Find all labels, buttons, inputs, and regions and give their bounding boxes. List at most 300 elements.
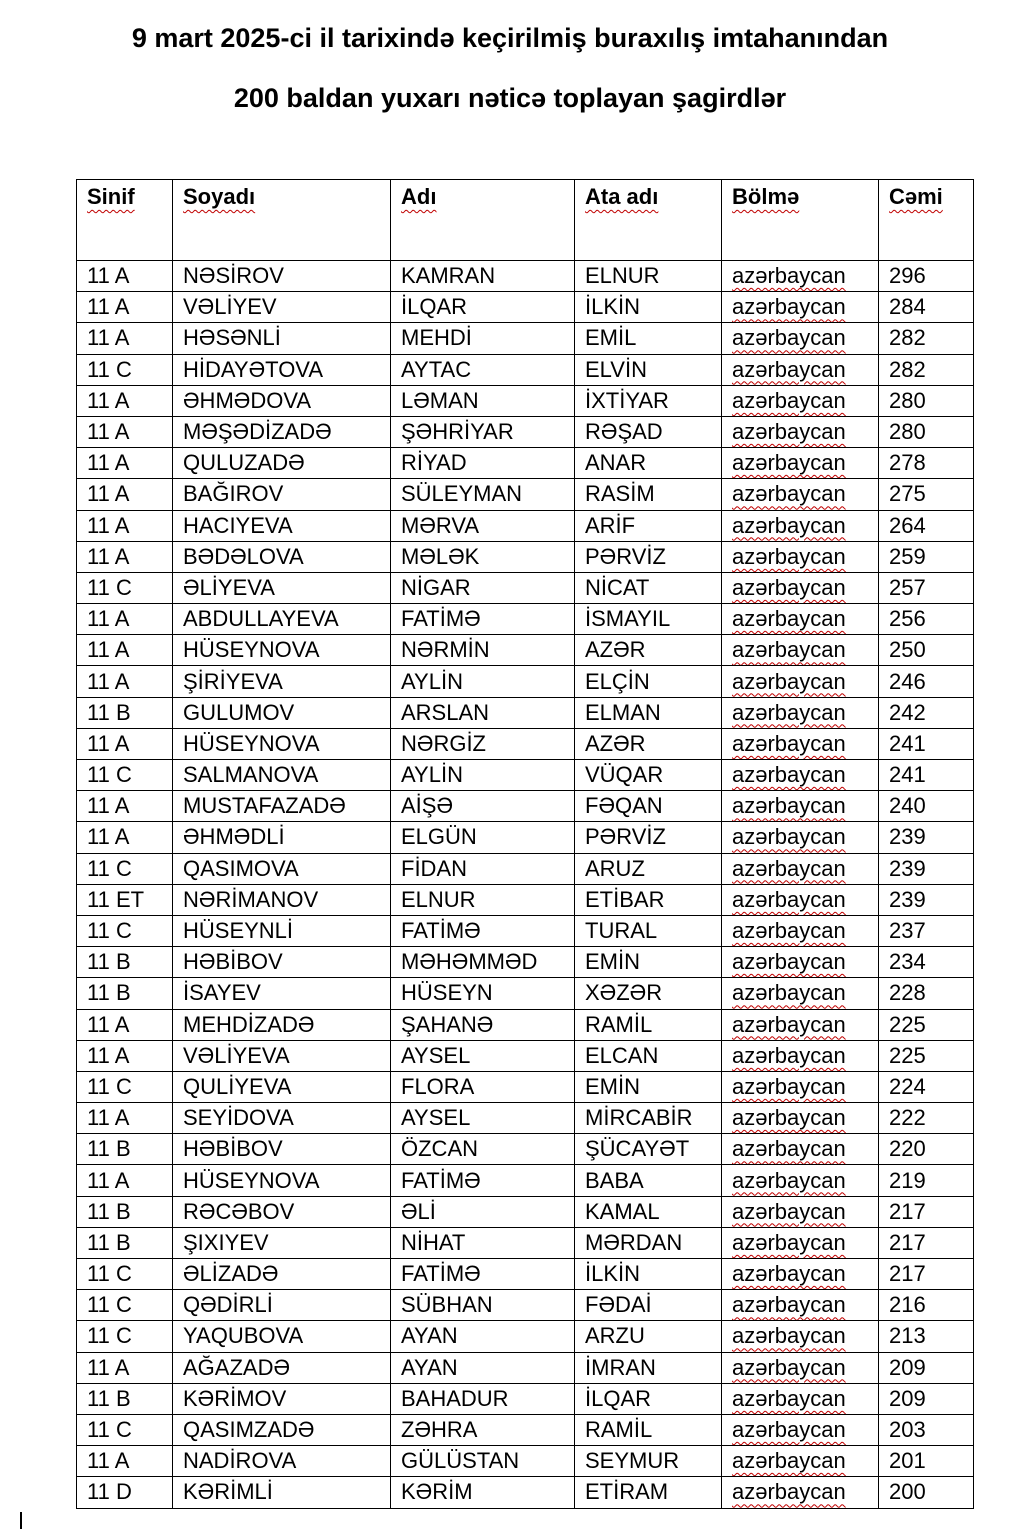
cell-ata-adi: EMİN xyxy=(575,1071,722,1102)
cell-cemi: 239 xyxy=(879,853,974,884)
cell-soyadi: AĞAZADƏ xyxy=(173,1352,391,1383)
cell-cemi: 209 xyxy=(879,1352,974,1383)
cell-cemi: 200 xyxy=(879,1477,974,1508)
cell-ata-adi: BABA xyxy=(575,1165,722,1196)
cell-soyadi: MƏŞƏDİZADƏ xyxy=(173,416,391,447)
bolme-value: azərbaycan xyxy=(732,481,846,507)
cell-sinif: 11 C xyxy=(77,1321,173,1352)
cell-soyadi: BƏDƏLOVA xyxy=(173,541,391,572)
bolme-value: azərbaycan xyxy=(732,699,846,725)
document-title-line-1: 9 mart 2025-ci il tarixində keçirilmiş buraxılış imtahanından xyxy=(131,23,889,53)
cell-cemi: 240 xyxy=(879,791,974,822)
cell-soyadi: KƏRİMOV xyxy=(173,1383,391,1414)
cell-sinif: 11 A xyxy=(77,479,173,510)
cell-soyadi: SEYİDOVA xyxy=(173,1103,391,1134)
table-row xyxy=(77,978,974,1009)
table-row xyxy=(77,354,974,385)
table-row xyxy=(77,510,974,541)
cell-ata-adi: VÜQAR xyxy=(575,760,722,791)
cell-adi: ELGÜN xyxy=(391,822,575,853)
cell-bolme xyxy=(722,697,879,728)
cell-ata-adi: PƏRVİZ xyxy=(575,541,722,572)
header-cemi xyxy=(879,180,974,261)
cell-ata-adi: FƏQAN xyxy=(575,791,722,822)
cell-ata-adi: RAMİL xyxy=(575,1009,722,1040)
bolme-value: azərbaycan xyxy=(732,356,846,382)
cell-adi: SÜLEYMAN xyxy=(391,479,575,510)
table-row xyxy=(77,1040,974,1071)
cell-soyadi: HÜSEYNOVA xyxy=(173,728,391,759)
table-row xyxy=(77,760,974,791)
document-title-line-2: 200 baldan yuxarı nəticə toplayan şagirdlər xyxy=(233,83,787,113)
table-row xyxy=(77,1414,974,1445)
cell-sinif: 11 A xyxy=(77,1165,173,1196)
bolme-value: azərbaycan xyxy=(732,886,846,912)
cell-soyadi: ABDULLAYEVA xyxy=(173,604,391,635)
cell-bolme xyxy=(722,354,879,385)
table-row xyxy=(77,822,974,853)
cell-sinif: 11 C xyxy=(77,915,173,946)
cell-ata-adi: ETİBAR xyxy=(575,884,722,915)
cell-adi: HÜSEYN xyxy=(391,978,575,1009)
table-row xyxy=(77,728,974,759)
table-row xyxy=(77,1227,974,1258)
bolme-value: azərbaycan xyxy=(732,949,846,975)
header-label: Soyadı xyxy=(183,184,256,209)
cell-adi: ŞAHANƏ xyxy=(391,1009,575,1040)
cell-cemi: 219 xyxy=(879,1165,974,1196)
bolme-value: azərbaycan xyxy=(732,1011,846,1037)
cell-bolme xyxy=(722,915,879,946)
cell-adi: MƏRVA xyxy=(391,510,575,541)
bolme-value: azərbaycan xyxy=(732,263,846,289)
header-label: Adı xyxy=(401,184,437,209)
cell-sinif: 11 A xyxy=(77,728,173,759)
table-row xyxy=(77,1352,974,1383)
cell-bolme xyxy=(722,510,879,541)
cell-ata-adi: ŞÜCAYƏT xyxy=(575,1134,722,1165)
cell-adi: AYAN xyxy=(391,1321,575,1352)
cell-soyadi: MUSTAFAZADƏ xyxy=(173,791,391,822)
header-label: Bölmə xyxy=(732,184,800,209)
cell-adi: ARSLAN xyxy=(391,697,575,728)
cell-cemi: 216 xyxy=(879,1290,974,1321)
cell-soyadi: SALMANOVA xyxy=(173,760,391,791)
cell-ata-adi: FƏDAİ xyxy=(575,1290,722,1321)
cell-soyadi: GULUMOV xyxy=(173,697,391,728)
cell-soyadi: ŞIXIYEV xyxy=(173,1227,391,1258)
cell-sinif: 11 B xyxy=(77,1134,173,1165)
cell-adi: RİYAD xyxy=(391,448,575,479)
header-sinif xyxy=(77,180,173,261)
cell-sinif: 11 C xyxy=(77,354,173,385)
cell-adi: FATİMƏ xyxy=(391,1259,575,1290)
cell-bolme xyxy=(722,292,879,323)
cell-adi: NƏRMİN xyxy=(391,635,575,666)
cell-adi: NİGAR xyxy=(391,572,575,603)
cell-adi: MEHDİ xyxy=(391,323,575,354)
cell-sinif: 11 A xyxy=(77,448,173,479)
table-row xyxy=(77,1321,974,1352)
cell-soyadi: QASIMZADƏ xyxy=(173,1414,391,1445)
cell-cemi: 234 xyxy=(879,947,974,978)
cell-bolme xyxy=(722,1321,879,1352)
cell-bolme xyxy=(722,1071,879,1102)
cell-soyadi: RƏCƏBOV xyxy=(173,1196,391,1227)
cell-cemi: 222 xyxy=(879,1103,974,1134)
cell-ata-adi: MƏRDAN xyxy=(575,1227,722,1258)
bolme-value: azərbaycan xyxy=(732,1136,846,1162)
cell-adi: ZƏHRA xyxy=(391,1414,575,1445)
table-row xyxy=(77,791,974,822)
cell-adi: AYSEL xyxy=(391,1040,575,1071)
cell-ata-adi: ARİF xyxy=(575,510,722,541)
cell-adi: AİŞƏ xyxy=(391,791,575,822)
cell-bolme xyxy=(722,1196,879,1227)
cell-cemi: 213 xyxy=(879,1321,974,1352)
cell-adi: ŞƏHRİYAR xyxy=(391,416,575,447)
cell-sinif: 11 C xyxy=(77,1071,173,1102)
cell-cemi: 209 xyxy=(879,1383,974,1414)
cell-sinif: 11 C xyxy=(77,853,173,884)
cell-cemi: 241 xyxy=(879,728,974,759)
cell-cemi: 282 xyxy=(879,323,974,354)
table-row xyxy=(77,261,974,292)
cell-ata-adi: AZƏR xyxy=(575,728,722,759)
cell-bolme xyxy=(722,978,879,1009)
cell-soyadi: ŞİRİYEVA xyxy=(173,666,391,697)
cell-soyadi: NƏRİMANOV xyxy=(173,884,391,915)
bolme-value: azərbaycan xyxy=(732,1229,846,1255)
bolme-value: azərbaycan xyxy=(732,325,846,351)
cell-soyadi: QULUZADƏ xyxy=(173,448,391,479)
cell-ata-adi: AZƏR xyxy=(575,635,722,666)
cell-bolme xyxy=(722,1477,879,1508)
cell-sinif: 11 A xyxy=(77,323,173,354)
cell-sinif: 11 B xyxy=(77,1227,173,1258)
table-row xyxy=(77,1290,974,1321)
cell-ata-adi: XƏZƏR xyxy=(575,978,722,1009)
header-bolme xyxy=(722,180,879,261)
bolme-value: azərbaycan xyxy=(732,980,846,1006)
bolme-value: azərbaycan xyxy=(732,387,846,413)
cell-adi: FATİMƏ xyxy=(391,604,575,635)
cell-bolme xyxy=(722,947,879,978)
cell-bolme xyxy=(722,1446,879,1477)
bolme-value: azərbaycan xyxy=(732,1261,846,1287)
table-row xyxy=(77,635,974,666)
cell-sinif: 11 B xyxy=(77,1383,173,1414)
cell-bolme xyxy=(722,385,879,416)
cell-cemi: 256 xyxy=(879,604,974,635)
cell-cemi: 257 xyxy=(879,572,974,603)
cell-soyadi: QULİYEVA xyxy=(173,1071,391,1102)
cell-cemi: 224 xyxy=(879,1071,974,1102)
bolme-value: azərbaycan xyxy=(732,824,846,850)
cell-ata-adi: İLQAR xyxy=(575,1383,722,1414)
cell-cemi: 203 xyxy=(879,1414,974,1445)
cell-sinif: 11 A xyxy=(77,666,173,697)
cell-ata-adi: RƏŞAD xyxy=(575,416,722,447)
cell-soyadi: ƏLİZADƏ xyxy=(173,1259,391,1290)
cell-ata-adi: ARZU xyxy=(575,1321,722,1352)
bolme-value: azərbaycan xyxy=(732,450,846,476)
cell-soyadi: HƏSƏNLİ xyxy=(173,323,391,354)
bolme-value: azərbaycan xyxy=(732,762,846,788)
cell-bolme xyxy=(722,1009,879,1040)
cell-adi: NƏRGİZ xyxy=(391,728,575,759)
cell-bolme xyxy=(722,261,879,292)
cell-adi: ƏLİ xyxy=(391,1196,575,1227)
cell-ata-adi: RAMİL xyxy=(575,1414,722,1445)
cell-cemi: 225 xyxy=(879,1009,974,1040)
cell-sinif: 11 C xyxy=(77,760,173,791)
cell-bolme xyxy=(722,572,879,603)
cell-cemi: 264 xyxy=(879,510,974,541)
cell-ata-adi: ELNUR xyxy=(575,261,722,292)
cell-adi: KƏRİM xyxy=(391,1477,575,1508)
cell-soyadi: ƏHMƏDOVA xyxy=(173,385,391,416)
header-label: Ata adı xyxy=(585,184,659,209)
cell-bolme xyxy=(722,1165,879,1196)
cell-ata-adi: İLKİN xyxy=(575,1259,722,1290)
table-row xyxy=(77,1446,974,1477)
cell-soyadi: ƏHMƏDLİ xyxy=(173,822,391,853)
cell-sinif: 11 B xyxy=(77,947,173,978)
text-cursor xyxy=(20,1512,22,1529)
cell-adi: AYAN xyxy=(391,1352,575,1383)
cell-sinif: 11 A xyxy=(77,635,173,666)
cell-cemi: 296 xyxy=(879,261,974,292)
cell-bolme xyxy=(722,822,879,853)
bolme-value: azərbaycan xyxy=(732,1167,846,1193)
cell-soyadi: HACIYEVA xyxy=(173,510,391,541)
cell-adi: GÜLÜSTAN xyxy=(391,1446,575,1477)
table-row xyxy=(77,1071,974,1102)
bolme-value: azərbaycan xyxy=(732,1323,846,1349)
cell-sinif: 11 ET xyxy=(77,884,173,915)
cell-bolme xyxy=(722,1414,879,1445)
cell-soyadi: QASIMOVA xyxy=(173,853,391,884)
header-soyadi xyxy=(173,180,391,261)
cell-soyadi: MEHDİZADƏ xyxy=(173,1009,391,1040)
bolme-value: azərbaycan xyxy=(732,918,846,944)
cell-soyadi: NƏSİROV xyxy=(173,261,391,292)
cell-sinif: 11 B xyxy=(77,978,173,1009)
table-row xyxy=(77,1009,974,1040)
table-row xyxy=(77,697,974,728)
cell-bolme xyxy=(722,1227,879,1258)
cell-cemi: 217 xyxy=(879,1227,974,1258)
table-row xyxy=(77,1196,974,1227)
cell-cemi: 241 xyxy=(879,760,974,791)
table-row xyxy=(77,666,974,697)
bolme-value: azərbaycan xyxy=(732,1385,846,1411)
cell-adi: ÖZCAN xyxy=(391,1134,575,1165)
bolme-value: azərbaycan xyxy=(732,855,846,881)
bolme-value: azərbaycan xyxy=(732,1198,846,1224)
header-label: Sinif xyxy=(87,184,135,209)
cell-bolme xyxy=(722,323,879,354)
cell-soyadi: HƏBİBOV xyxy=(173,1134,391,1165)
bolme-value: azərbaycan xyxy=(732,668,846,694)
cell-sinif: 11 A xyxy=(77,541,173,572)
table-row xyxy=(77,1134,974,1165)
cell-adi: FATİMƏ xyxy=(391,1165,575,1196)
cell-adi: ELNUR xyxy=(391,884,575,915)
cell-adi: MƏHƏMMƏD xyxy=(391,947,575,978)
bolme-value: azərbaycan xyxy=(732,543,846,569)
table-row xyxy=(77,1103,974,1134)
cell-ata-adi: KAMAL xyxy=(575,1196,722,1227)
bolme-value: azərbaycan xyxy=(732,730,846,756)
cell-bolme xyxy=(722,853,879,884)
cell-sinif: 11 C xyxy=(77,572,173,603)
cell-soyadi: NADİROVA xyxy=(173,1446,391,1477)
table-row xyxy=(77,572,974,603)
cell-adi: SÜBHAN xyxy=(391,1290,575,1321)
cell-adi: LƏMAN xyxy=(391,385,575,416)
table-row xyxy=(77,479,974,510)
cell-adi: AYLİN xyxy=(391,760,575,791)
cell-sinif: 11 A xyxy=(77,791,173,822)
cell-sinif: 11 C xyxy=(77,1414,173,1445)
table-row xyxy=(77,416,974,447)
cell-cemi: 282 xyxy=(879,354,974,385)
cell-ata-adi: SEYMUR xyxy=(575,1446,722,1477)
cell-soyadi: İSAYEV xyxy=(173,978,391,1009)
cell-bolme xyxy=(722,479,879,510)
cell-ata-adi: PƏRVİZ xyxy=(575,822,722,853)
cell-sinif: 11 A xyxy=(77,292,173,323)
cell-ata-adi: EMİL xyxy=(575,323,722,354)
cell-cemi: 280 xyxy=(879,385,974,416)
cell-cemi: 280 xyxy=(879,416,974,447)
cell-bolme xyxy=(722,728,879,759)
cell-soyadi: HƏBİBOV xyxy=(173,947,391,978)
cell-sinif: 11 A xyxy=(77,1103,173,1134)
cell-adi: AYLİN xyxy=(391,666,575,697)
cell-cemi: 246 xyxy=(879,666,974,697)
header-ata-adi xyxy=(575,180,722,261)
cell-bolme xyxy=(722,791,879,822)
table-row xyxy=(77,915,974,946)
cell-cemi: 275 xyxy=(879,479,974,510)
cell-bolme xyxy=(722,760,879,791)
table-row xyxy=(77,884,974,915)
cell-bolme xyxy=(722,1040,879,1071)
cell-soyadi: HÜSEYNOVA xyxy=(173,635,391,666)
cell-sinif: 11 A xyxy=(77,1009,173,1040)
cell-ata-adi: ANAR xyxy=(575,448,722,479)
bolme-value: azərbaycan xyxy=(732,294,846,320)
cell-sinif: 11 C xyxy=(77,1290,173,1321)
cell-ata-adi: RASİM xyxy=(575,479,722,510)
cell-bolme xyxy=(722,666,879,697)
cell-adi: AYSEL xyxy=(391,1103,575,1134)
bolme-value: azərbaycan xyxy=(732,419,846,445)
cell-soyadi: KƏRİMLİ xyxy=(173,1477,391,1508)
cell-adi: BAHADUR xyxy=(391,1383,575,1414)
cell-bolme xyxy=(722,448,879,479)
cell-ata-adi: İXTİYAR xyxy=(575,385,722,416)
cell-soyadi: BAĞIROV xyxy=(173,479,391,510)
cell-adi: İLQAR xyxy=(391,292,575,323)
table-row xyxy=(77,292,974,323)
cell-ata-adi: NİCAT xyxy=(575,572,722,603)
cell-cemi: 217 xyxy=(879,1196,974,1227)
cell-bolme xyxy=(722,1383,879,1414)
table-row xyxy=(77,448,974,479)
bolme-value: azərbaycan xyxy=(732,606,846,632)
cell-cemi: 284 xyxy=(879,292,974,323)
cell-ata-adi: ELVİN xyxy=(575,354,722,385)
cell-sinif: 11 A xyxy=(77,385,173,416)
results-table xyxy=(76,179,974,1509)
table-row xyxy=(77,385,974,416)
cell-bolme xyxy=(722,1352,879,1383)
bolme-value: azərbaycan xyxy=(732,1073,846,1099)
cell-bolme xyxy=(722,1290,879,1321)
cell-adi: KAMRAN xyxy=(391,261,575,292)
cell-adi: AYTAC xyxy=(391,354,575,385)
cell-sinif: 11 D xyxy=(77,1477,173,1508)
bolme-value: azərbaycan xyxy=(732,1479,846,1505)
cell-ata-adi: İLKİN xyxy=(575,292,722,323)
cell-sinif: 11 C xyxy=(77,1259,173,1290)
cell-cemi: 259 xyxy=(879,541,974,572)
cell-soyadi: ƏLİYEVA xyxy=(173,572,391,603)
cell-cemi: 239 xyxy=(879,822,974,853)
cell-bolme xyxy=(722,1259,879,1290)
cell-sinif: 11 A xyxy=(77,604,173,635)
cell-bolme xyxy=(722,541,879,572)
cell-sinif: 11 A xyxy=(77,510,173,541)
bolme-value: azərbaycan xyxy=(732,1417,846,1443)
cell-adi: NİHAT xyxy=(391,1227,575,1258)
cell-cemi: 201 xyxy=(879,1446,974,1477)
cell-soyadi: QƏDİRLİ xyxy=(173,1290,391,1321)
cell-bolme xyxy=(722,884,879,915)
cell-sinif: 11 A xyxy=(77,261,173,292)
cell-cemi: 242 xyxy=(879,697,974,728)
cell-ata-adi: ELÇİN xyxy=(575,666,722,697)
table-row xyxy=(77,1477,974,1508)
table-row xyxy=(77,947,974,978)
cell-ata-adi: ETİRAM xyxy=(575,1477,722,1508)
table-row xyxy=(77,604,974,635)
bolme-value: azərbaycan xyxy=(732,1354,846,1380)
table-row xyxy=(77,1383,974,1414)
cell-ata-adi: TURAL xyxy=(575,915,722,946)
cell-ata-adi: MİRCABİR xyxy=(575,1103,722,1134)
cell-ata-adi: ELMAN xyxy=(575,697,722,728)
cell-sinif: 11 A xyxy=(77,1352,173,1383)
cell-soyadi: HÜSEYNOVA xyxy=(173,1165,391,1196)
cell-soyadi: VƏLİYEVA xyxy=(173,1040,391,1071)
header-label: Cəmi xyxy=(889,184,943,209)
cell-ata-adi: ELCAN xyxy=(575,1040,722,1071)
cell-cemi: 239 xyxy=(879,884,974,915)
table-row xyxy=(77,1165,974,1196)
cell-bolme xyxy=(722,635,879,666)
bolme-value: azərbaycan xyxy=(732,793,846,819)
bolme-value: azərbaycan xyxy=(732,637,846,663)
header-row xyxy=(77,180,974,261)
cell-ata-adi: EMİN xyxy=(575,947,722,978)
bolme-value: azərbaycan xyxy=(732,512,846,538)
table-row xyxy=(77,323,974,354)
